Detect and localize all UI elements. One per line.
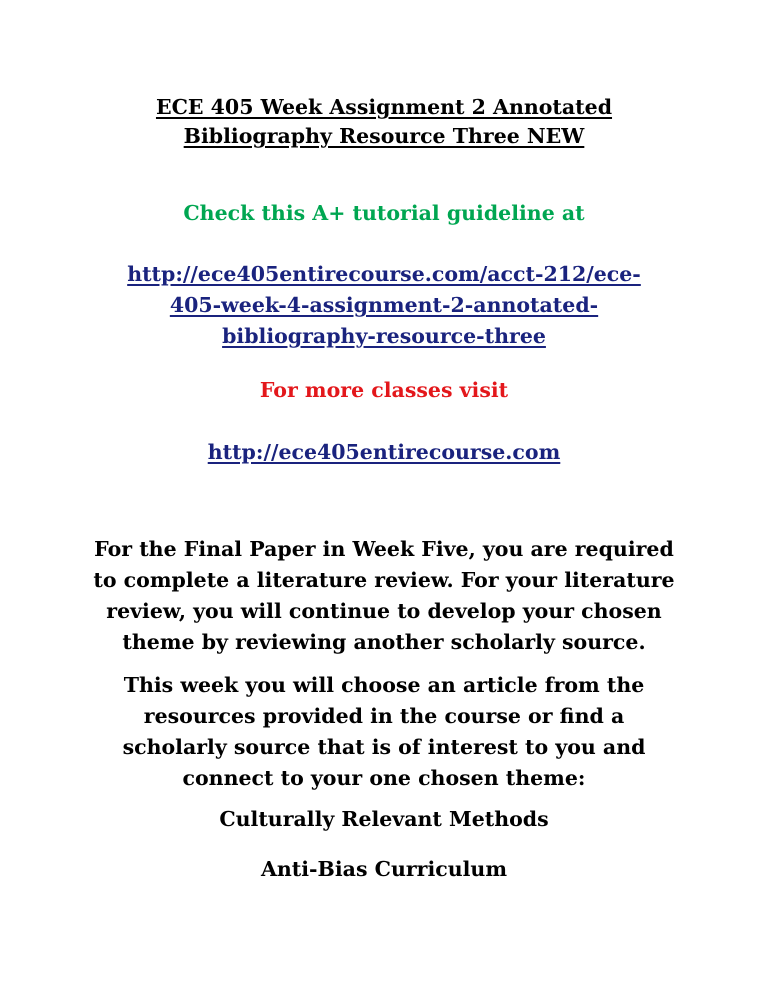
site-link[interactable]: http://ece405entirecourse.com: [207, 440, 561, 464]
tutorial-text: Check this A+ tutorial guideline at: [183, 201, 585, 225]
paragraph1-line-1: For the Final Paper in Week Five, you are required: [94, 537, 674, 561]
theme-item-2: Anti-Bias Curriculum: [260, 857, 508, 881]
paragraph2-line-2: resources provided in the course or find a: [143, 704, 625, 728]
document-title-line-1: ECE 405 Week Assignment 2 Annotated: [155, 95, 613, 119]
paragraph2-line-3: scholarly source that is of interest to you and: [122, 735, 646, 759]
paragraph2-line-1: This week you will choose an article from the: [123, 673, 645, 697]
paragraph1-line-3: review, you will continue to develop your chosen: [106, 599, 662, 623]
theme-item-1: Culturally Relevant Methods: [219, 807, 549, 831]
tutorial-link-line-2[interactable]: 405-week-4-assignment-2-annotated-: [169, 293, 599, 317]
paragraph2-line-4: connect to your one chosen theme:: [182, 766, 586, 790]
document-title-line-2: Bibliography Resource Three NEW: [183, 124, 585, 148]
more-classes-text: For more classes visit: [259, 378, 509, 402]
tutorial-link-line-1[interactable]: http://ece405entirecourse.com/acct-212/ece-: [127, 262, 641, 286]
paragraph1-line-4: theme by reviewing another scholarly source.: [122, 630, 646, 654]
tutorial-link-line-3[interactable]: bibliography-resource-three: [222, 324, 546, 348]
paragraph1-line-2: to complete a literature review. For your literature: [93, 568, 675, 592]
